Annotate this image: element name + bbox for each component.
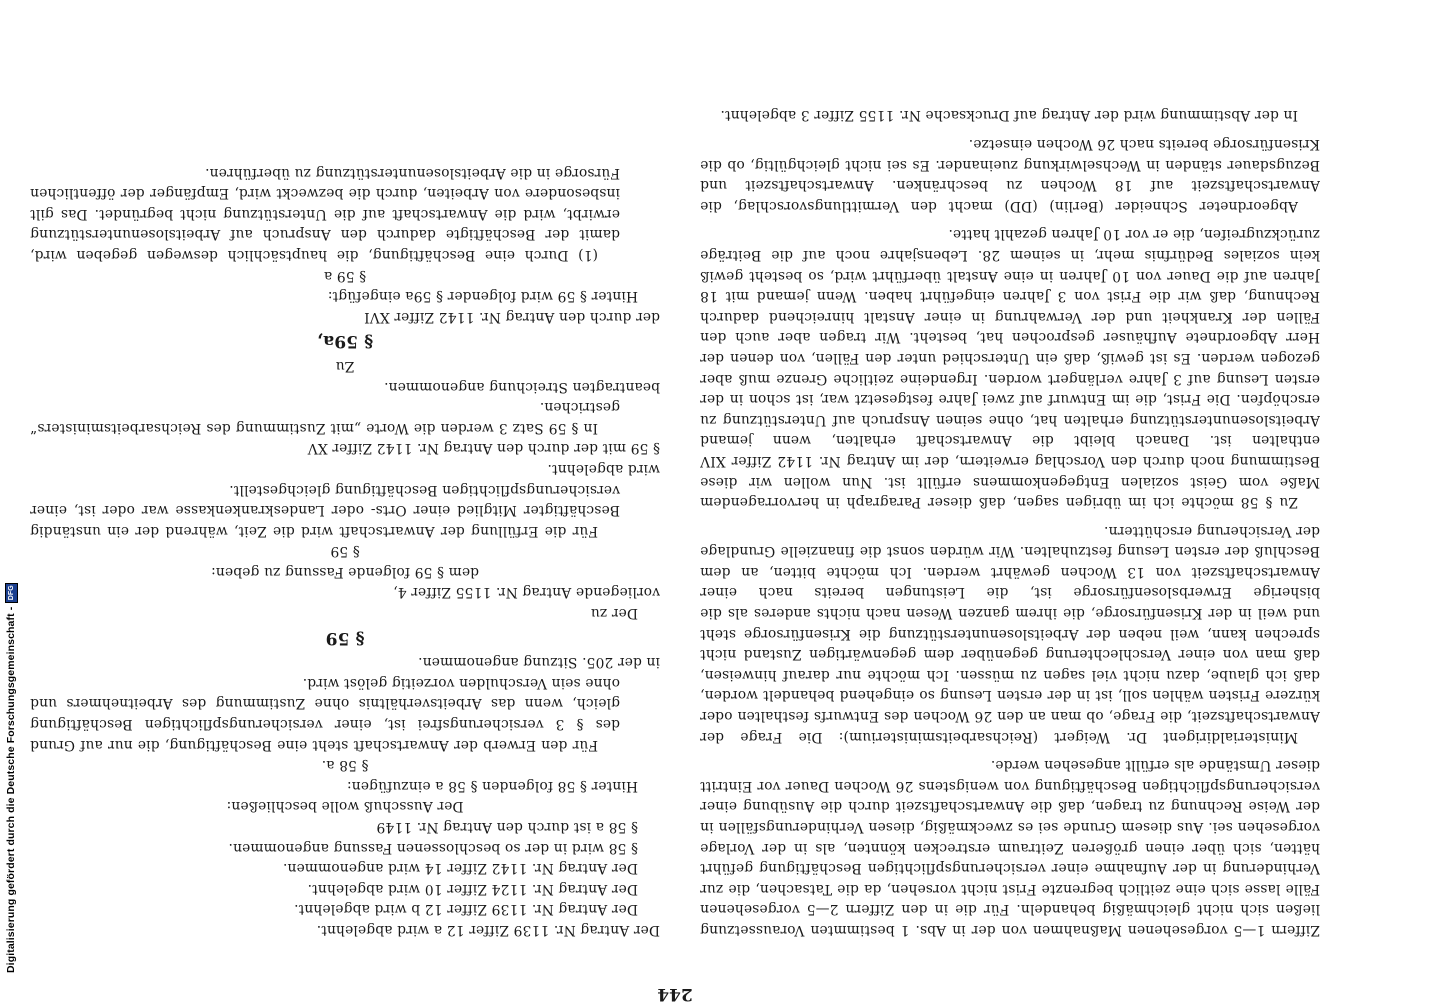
line-beantragten: beantragten Streichung angenommen. [383, 378, 660, 395]
right-column [30, 80, 660, 940]
line-abgelehnt: wird abgelehnt. [547, 460, 660, 477]
line-205: in der 205. Sitzung angenommen. [418, 654, 660, 671]
line-59-antrag: § 59 mit der durch den Antrag Nr. 1142 Ziffer XV [307, 440, 660, 457]
heading-59: § 59 [325, 627, 365, 648]
footer-text-row [3, 23, 19, 973]
motion-line: Hinter § 58 folgenden § 58 a einzufügen: [346, 777, 638, 794]
motion-line: Der Ausschuß wolle beschließen: [226, 798, 464, 815]
motion-line: § 58 a ist durch den Antrag Nr. 1149 [376, 819, 638, 836]
page-number: 244 [657, 984, 693, 1004]
paragraph: Ministerialdirigent Dr. Weigert (Reichsarbeitsministerium): Die Frage der Anwartschaftszeit, die Frage, ob man an den 26 Wochen des Entwurfs festhalten oder kürzere Fristen wählen soll, ist in der ersten Lesung so eingehend behandelt worden, daß ich glaube, dazu nicht viel sagen zu müssen. Ich möchte nur darauf hinweisen, daß man von einer Verschlechterung gegenüber dem gegenwärtigen Zustand nicht sprechen kann, weil neben der Arbeitslosenunterstützung die Krisenfürsorge steht und weil in der Krisenfürsorge, die ihrem ganzen Wesen nach nichts anderes als die bisherige Erwerbslosenfürsorge ist, die Leistungen bereits nach einer Anwartschaftszeit von 13 Wochen gewährt werden. Ich möchte bitten, an dem Beschluß der ersten Lesung festzuhalten. Wir würden sonst die finanzielle Grundlage der Versicherung erschüttern. [700, 522, 1320, 745]
section-58a-text: Für den Erwerb der Anwartschaft steht eine Beschäftigung, die nur auf Grund des § 3 versicherungsfrei ist, einer versicherungspflichtigen Beschäftigung gleich, wenn das Arbeitsverhältnis ohne Zustimmung des Arbeitnehmers und ohne sein Verschulden vorzeitig gelöst wird. [30, 674, 620, 753]
section-59-text: Für die Erfüllung der Anwartschaft wird die Zeit, während der ein unständig Beschäftigter Mitglied einer Orts- oder Landeskrankenkasse war oder ist, einer versicherungspflichtigen Beschäftigung gleichgestellt. [30, 481, 620, 539]
section-58a-title: § 58 a. [321, 757, 369, 774]
zu-label: Zu [335, 357, 355, 374]
motion-line: Der Antrag Nr. 1142 Ziffer 14 wird angenommen. [282, 860, 638, 877]
motion-line: Der Antrag Nr. 1139 Ziffer 12 b wird abgelehnt. [294, 901, 638, 918]
paragraph: Zu § 58 möchte ich im übrigen sagen, daß dieser Paragraph in hervorragendem Maße vom Geist sozialen Entgegenkommens erfüllt ist. Nun wollen wir diese Bestimmung noch durch den Vorschlag erweitern, der im Antrag Nr. 1142 Ziffer XIV enthalten ist. Danach bleibt die Anwartschaft erhalten, wenn jemand Arbeitslosenunterstützung erhalten hat, ohne seinen Anspruch auf Unterstützung zu erschöpfen. Die Frist, die im Entwurf auf zwei Jahre festgesetzt war, ist schon in der ersten Lesung auf 3 Jahre verlängert worden. Irgendeine zeitliche Grenze muß aber gezogen werden. Es ist gewiß, daß ein Unterschied unter den Fällen, von denen der Herr Abgeordnete Aufhäuser gesprochen hat, besteht. Wir tragen aber auch den Fällen der Krankheit und der Verwahrung in einer Anstalt hinreichend dadurch Rechnung, daß wir die Frist von 3 Jahren eingeführt haben. Wenn jemand mit 18 Jahren auf die Dauer von 10 Jahren in eine Anstalt überführt wird, so besteht gewiß kein soziales Bedürfnis mehr, in seinem 28. Lebensjahre noch auf die Beiträge zurückzugreifen, die er vor 10 Jahren gezahlt hatte. [700, 226, 1320, 511]
zu-59-text2: dem § 59 folgende Fassung zu geben: [210, 563, 480, 580]
paragraph: In der Abstimmung wird der Antrag auf Drucksache Nr. 1155 Ziffer 3 abgelehnt. [720, 107, 1298, 124]
motion-line: § 58 wird in der so beschlossenen Fassung angenommen. [228, 839, 638, 856]
motion-line: Der Antrag Nr. 1124 Ziffer 10 wird abgelehnt. [307, 880, 638, 897]
heading-59a: § 59a, [316, 331, 374, 352]
section-59a-title: § 59 a [323, 267, 367, 284]
footer-text: Digitalisierung gefördert durch die Deutsche Forschungsgemeinschaft - [5, 606, 17, 973]
scan-footer [0, 0, 16, 1000]
zu-59-text: vorliegende Antrag Nr. 1155 Ziffer 4, [393, 584, 660, 601]
paragraph: Abgeordneter Schneider (Berlin) (DD) macht den Vermittlungsvorschlag, die Anwartschaftszeit auf 18 Wochen zu beschränken. Anwartschaftszeit und Bezugsdauer ständen in Wechselwirkung zueinander. Es sei nicht gleichgültig, ob die Krisenfürsorge bereits nach 26 Wochen einsetze. [700, 136, 1320, 214]
paragraph: Ziffern 1—5 vorgesehenen Maßnahmen von der in Abs. 1 bestimmten Voraussetzung ließen sich nicht gleichmäßig behandeln. Für die in den Ziffern 2—5 vorgesehenen Fälle lasse sich eine zeitlich begrenzte Frist nicht vorsehen, da die Tatsachen, die zur Verhinderung in der Aufnahme einer versicherungspflichtigen Beschäftigung geführt hätten, sich über einen größeren Zeitraum erstrecken könnten, als in der Vorlage vorgesehen sei. Aus diesem Grunde sei es zweckmäßig, diesen Verhinderungsfällen in der Weise Rechnung zu tragen, daß die Anwartschaftszeit durch die Ausübung einer versicherungspflichtigen Beschäftigung von wenigstens 26 Wochen Dauer vor Eintritt dieser Umstände als erfüllt angesehen werde. [700, 757, 1320, 938]
motion-line: Der Antrag Nr. 1139 Ziffer 12 a wird abgelehnt. [316, 922, 660, 938]
section-59a-text: (1) Durch eine Beschäftigung, die hauptsächlich deswegen gegeben wird, damit der Beschäftigte dadurch den Anspruch auf Arbeitslosenunterstützung erwirbt, wird die Anwartschaft auf die Unterstützung nicht begründet. Das gilt insbesondere von Arbeiten, durch die bezweckt wird, Empfänger der öffentlichen Fürsorge in die Arbeitslosenunterstützung zu überführen. [30, 164, 620, 263]
document-page [30, 70, 1320, 1004]
line-59a-antrag: der durch den Antrag Nr. 1142 Ziffer XVI [363, 308, 660, 325]
line-59-satz: In § 59 Satz 3 werden die Worte „mit Zustimmung des Reichsarbeitsministers“ gestrichen. [30, 399, 620, 436]
zu-59-intro: Der zu [590, 605, 638, 622]
left-column [700, 80, 1320, 940]
line-59a-hinter: Hinter § 59 wird folgender § 59a eingefügt: [327, 288, 638, 305]
dfg-logo: DFG [5, 583, 18, 603]
section-59-title: § 59 [330, 543, 360, 560]
